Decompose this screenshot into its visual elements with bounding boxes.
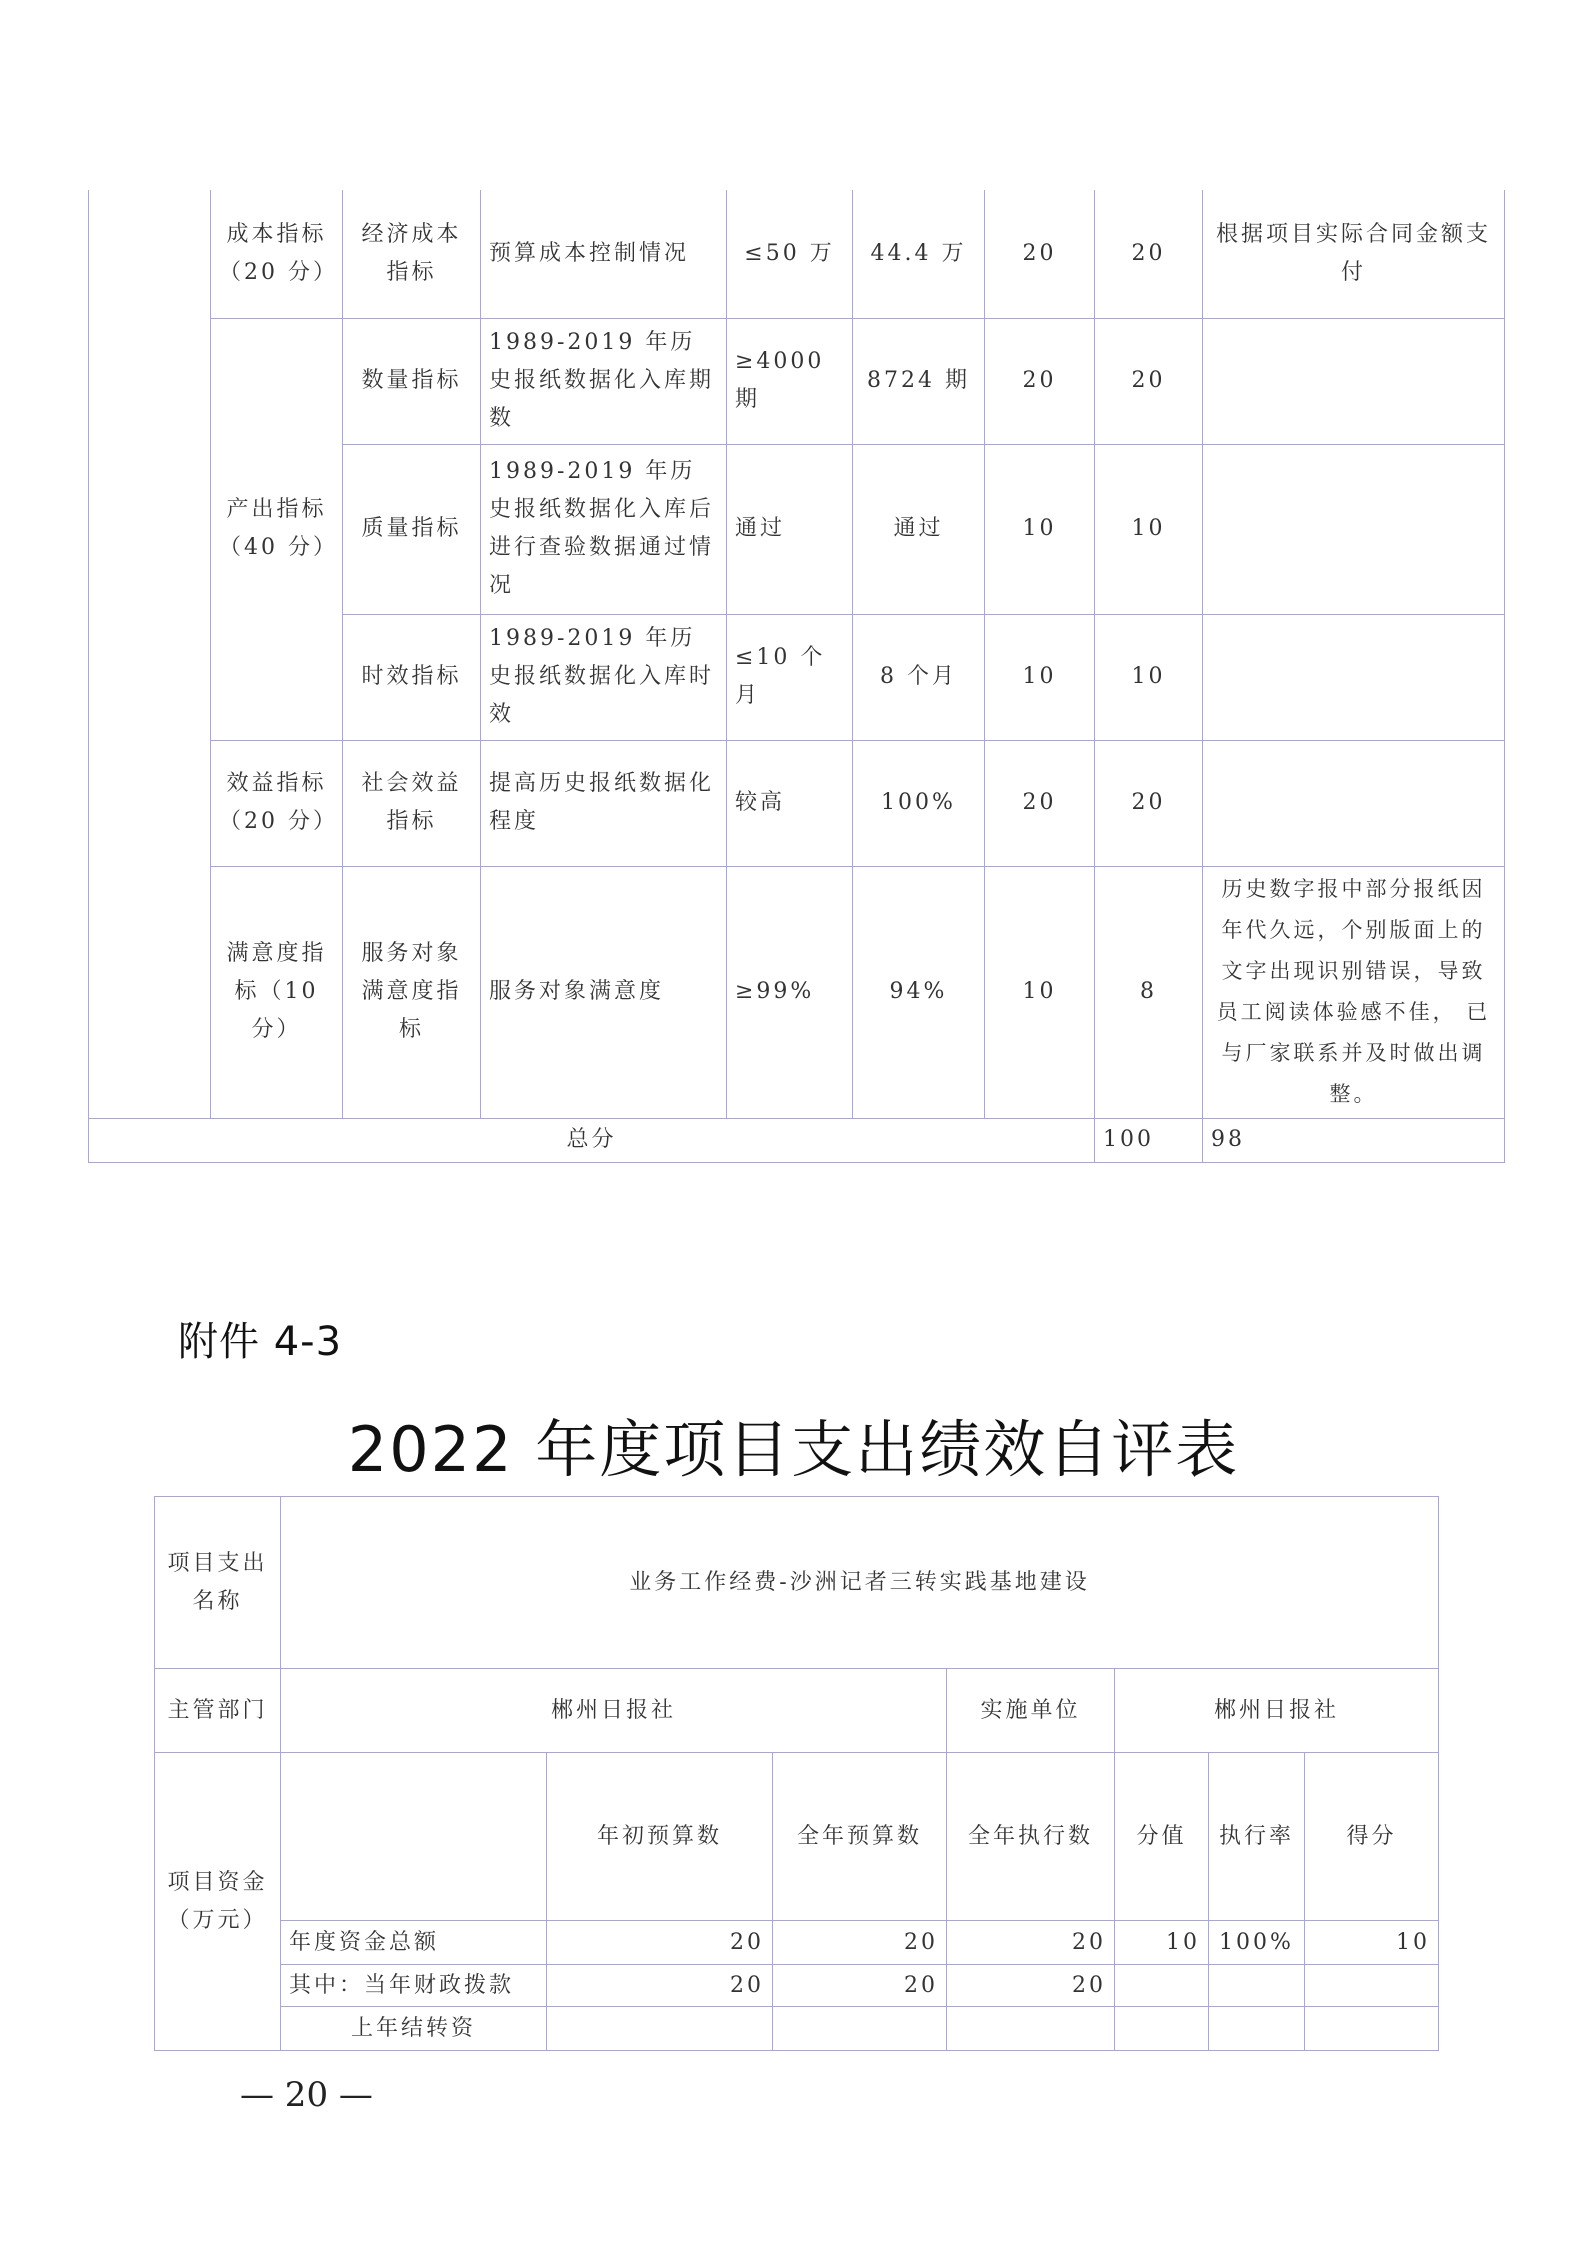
indicator-item-cell: 1989-2019 年历史报纸数据化入库期数 bbox=[481, 318, 727, 444]
score-value bbox=[1115, 1965, 1209, 2007]
initial-value bbox=[547, 2007, 773, 2051]
sub-indicator-cell: 服务对象满意度指标 bbox=[343, 866, 481, 1118]
executed-value bbox=[947, 2007, 1115, 2051]
table-row bbox=[155, 1669, 1439, 1753]
got-score-cell: 10 bbox=[1095, 614, 1203, 740]
indicator-item-cell: 1989-2019 年历史报纸数据化入库后进行查验数据通过情况 bbox=[481, 444, 727, 614]
row-label: 其中：当年财政拨款 bbox=[281, 1965, 547, 2007]
table-row bbox=[155, 1965, 1439, 2007]
annual-value: 20 bbox=[773, 1921, 947, 1965]
dept-label: 主管部门 bbox=[155, 1669, 281, 1753]
header-got: 得分 bbox=[1305, 1753, 1439, 1921]
blank-first-column bbox=[89, 190, 211, 1118]
category-cell: 成本指标（20 分） bbox=[211, 190, 343, 318]
table-row bbox=[155, 1921, 1439, 1965]
performance-indicator-table bbox=[88, 190, 1505, 1163]
actual-value-cell: 44.4 万 bbox=[853, 190, 985, 318]
indicator-item-cell: 服务对象满意度 bbox=[481, 866, 727, 1118]
score-cell: 10 bbox=[985, 866, 1095, 1118]
total-row bbox=[89, 1118, 1505, 1162]
table-row bbox=[89, 190, 1505, 318]
project-name-label: 项目支出名称 bbox=[155, 1497, 281, 1669]
category-cell: 产出指标（40 分） bbox=[211, 318, 343, 740]
total-label: 总分 bbox=[89, 1118, 1095, 1162]
got-value bbox=[1305, 2007, 1439, 2051]
note-cell bbox=[1203, 614, 1505, 740]
page-title: 2022 年度项目支出绩效自评表 bbox=[347, 1413, 1240, 1486]
row-label: 上年结转资 bbox=[281, 2007, 547, 2051]
indicator-item-cell: 1989-2019 年历史报纸数据化入库时效 bbox=[481, 614, 727, 740]
blank-header-cell bbox=[281, 1753, 547, 1921]
note-cell: 历史数字报中部分报纸因年代久远，个别版面上的文字出现识别错误，导致员工阅读体验感不佳， 已与厂家联系并及时做出调整。 bbox=[1203, 866, 1505, 1118]
target-value-cell: ≥4000 期 bbox=[727, 318, 853, 444]
impl-value: 郴州日报社 bbox=[1115, 1669, 1439, 1753]
sub-indicator-cell: 质量指标 bbox=[343, 444, 481, 614]
sub-indicator-cell: 社会效益指标 bbox=[343, 740, 481, 866]
sub-indicator-cell: 时效指标 bbox=[343, 614, 481, 740]
dept-value: 郴州日报社 bbox=[281, 1669, 947, 1753]
total-got-score: 98 bbox=[1203, 1118, 1505, 1162]
actual-value-cell: 100% bbox=[853, 740, 985, 866]
row-label: 年度资金总额 bbox=[281, 1921, 547, 1965]
note-cell bbox=[1203, 444, 1505, 614]
annual-value: 20 bbox=[773, 1965, 947, 2007]
rate-value bbox=[1209, 2007, 1305, 2051]
table-row bbox=[89, 866, 1505, 1118]
header-executed: 全年执行数 bbox=[947, 1753, 1115, 1921]
impl-label: 实施单位 bbox=[947, 1669, 1115, 1753]
attachment-label: 附件 4-3 bbox=[178, 1319, 343, 1365]
category-cell: 效益指标（20 分） bbox=[211, 740, 343, 866]
target-value-cell: ≤10 个月 bbox=[727, 614, 853, 740]
score-cell: 10 bbox=[985, 444, 1095, 614]
note-cell: 根据项目实际合同金额支付 bbox=[1203, 190, 1505, 318]
score-cell: 20 bbox=[985, 740, 1095, 866]
table-row bbox=[155, 1497, 1439, 1669]
self-evaluation-table bbox=[154, 1496, 1439, 2051]
got-score-cell: 20 bbox=[1095, 740, 1203, 866]
indicator-item-cell: 提高历史报纸数据化程度 bbox=[481, 740, 727, 866]
actual-value-cell: 8724 期 bbox=[853, 318, 985, 444]
score-cell: 10 bbox=[985, 614, 1095, 740]
note-cell bbox=[1203, 740, 1505, 866]
initial-value: 20 bbox=[547, 1965, 773, 2007]
table-row bbox=[89, 318, 1505, 444]
score-value bbox=[1115, 2007, 1209, 2051]
header-annual-budget: 全年预算数 bbox=[773, 1753, 947, 1921]
sub-indicator-cell: 经济成本指标 bbox=[343, 190, 481, 318]
rate-value bbox=[1209, 1965, 1305, 2007]
sub-indicator-cell: 数量指标 bbox=[343, 318, 481, 444]
header-score: 分值 bbox=[1115, 1753, 1209, 1921]
category-cell: 满意度指 标（10 分） bbox=[211, 866, 343, 1118]
total-score: 100 bbox=[1095, 1118, 1203, 1162]
initial-value: 20 bbox=[547, 1921, 773, 1965]
header-rate: 执行率 bbox=[1209, 1753, 1305, 1921]
score-value: 10 bbox=[1115, 1921, 1209, 1965]
actual-value-cell: 通过 bbox=[853, 444, 985, 614]
target-value-cell: ≥99% bbox=[727, 866, 853, 1118]
executed-value: 20 bbox=[947, 1921, 1115, 1965]
fund-label: 项目资金（万元） bbox=[155, 1753, 281, 2051]
actual-value-cell: 8 个月 bbox=[853, 614, 985, 740]
executed-value: 20 bbox=[947, 1965, 1115, 2007]
target-value-cell: ≤50 万 bbox=[727, 190, 853, 318]
table-row bbox=[155, 1753, 1439, 1921]
rate-value: 100% bbox=[1209, 1921, 1305, 1965]
indicator-item-cell: 预算成本控制情况 bbox=[481, 190, 727, 318]
got-score-cell: 20 bbox=[1095, 318, 1203, 444]
score-cell: 20 bbox=[985, 190, 1095, 318]
table-row bbox=[89, 740, 1505, 866]
project-name-value: 业务工作经费-沙洲记者三转实践基地建设 bbox=[281, 1497, 1439, 1669]
header-initial-budget: 年初预算数 bbox=[547, 1753, 773, 1921]
page-number: — 20 — bbox=[240, 2075, 373, 2115]
got-value: 10 bbox=[1305, 1921, 1439, 1965]
table-row bbox=[155, 2007, 1439, 2051]
note-cell bbox=[1203, 318, 1505, 444]
target-value-cell: 通过 bbox=[727, 444, 853, 614]
got-value bbox=[1305, 1965, 1439, 2007]
annual-value bbox=[773, 2007, 947, 2051]
score-cell: 20 bbox=[985, 318, 1095, 444]
got-score-cell: 8 bbox=[1095, 866, 1203, 1118]
target-value-cell: 较高 bbox=[727, 740, 853, 866]
got-score-cell: 10 bbox=[1095, 444, 1203, 614]
got-score-cell: 20 bbox=[1095, 190, 1203, 318]
actual-value-cell: 94% bbox=[853, 866, 985, 1118]
